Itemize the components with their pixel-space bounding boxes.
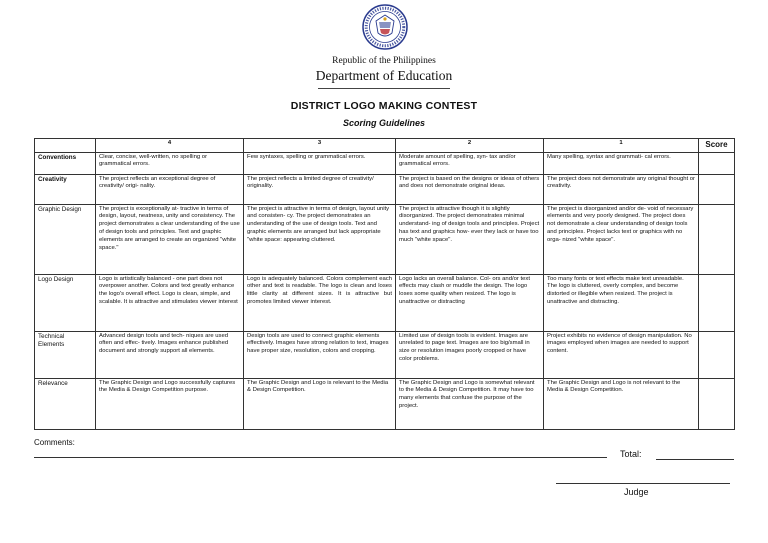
contest-title: DISTRICT LOGO MAKING CONTEST [290, 100, 478, 112]
score-cell-technical-elements[interactable] [699, 331, 735, 378]
judge-signature-line[interactable] [556, 483, 730, 484]
table-row-technical-elements [35, 331, 735, 378]
comments-label: Comments: [34, 438, 75, 447]
score-cell-creativity[interactable] [699, 174, 735, 204]
score-cell-conventions[interactable] [699, 152, 735, 174]
criterion-relevance: Relevance [35, 378, 96, 429]
score-cell-relevance[interactable] [699, 378, 735, 429]
cell-technical-elements-2: Limited use of design tools is evident. Images are unrelated to page text. Images are too big/small in size or resolution images poorly cropped or have color problems. [396, 331, 544, 378]
deped-seal-icon [362, 4, 408, 50]
republic-heading: Republic of the Philippines [332, 56, 436, 66]
column-header-1: 1 [544, 139, 699, 153]
column-header-2: 2 [396, 139, 544, 153]
table-row-logo-design [35, 274, 735, 331]
cell-technical-elements-1: Project exhibits no evidence of design manipulation. No images employed when images are needed to support content. [544, 331, 699, 378]
cell-graphic-design-4: The project is exceptionally at- tractive in terms of design, layout, neatness, unity and consistency. The project demonstrates a clear understanding of the use of design tools and principles. Text and graphic elements are arranged to create an organized "white space." [96, 204, 244, 274]
cell-conventions-1: Many spelling, syntax and grammati- cal errors. [544, 152, 699, 174]
table-row-graphic-design [35, 204, 735, 274]
criterion-conventions: Conventions [35, 152, 96, 174]
total-line[interactable] [656, 459, 734, 460]
column-header-criterion [35, 139, 96, 153]
column-header-4: 4 [96, 139, 244, 153]
cell-creativity-2: The project is based on the designs or ideas of others and does not demonstrate original ideas. [396, 174, 544, 204]
cell-technical-elements-4: Advanced design tools and tech- niques are used often and effec- tively. Images enhance published document and strongly support all elements. [96, 331, 244, 378]
header-divider [318, 88, 450, 89]
cell-logo-design-2: Logo lacks an overall balance. Col- ors and/or text effects may clash or muddle the design. The logo loses some quality when resized. The logo is unattractive or distracting [396, 274, 544, 331]
table-row-conventions [35, 152, 735, 174]
cell-logo-design-3: Logo is adequately balanced. Colors complement each other and text is readable. The logo is clean and loses little clarity at different sizes. It is attractive but promotes limited viewer interest. [244, 274, 396, 331]
cell-graphic-design-1: The project is disorganized and/or de- void of necessary elements and very poorly designed. The project does not demonstrate a clear understanding of design tools and principles. Project lacks text or graphics with no orga- nized "white space". [544, 204, 699, 274]
cell-logo-design-4: Logo is artistically balanced - one part does not overpower another. Colors and text greatly enhance the logo's overall effect. Logo is clean, simple, and scalable. It is attractive and stimulates viewer interest [96, 274, 244, 331]
table-header-row [35, 139, 735, 153]
cell-graphic-design-2: The project is attractive though it is slightly disorganized. The project demonstrates minimal understand- ing of design tools and principles. Project has text and graphics how- ever they lack or have too much "white space". [396, 204, 544, 274]
cell-conventions-2: Moderate amount of spelling, syn- tax and/or grammatical errors. [396, 152, 544, 174]
cell-creativity-1: The project does not demonstrate any original thought or creativity. [544, 174, 699, 204]
cell-relevance-4: The Graphic Design and Logo successfully captures the Media & Design Competition purpose. [96, 378, 244, 429]
criterion-graphic-design: Graphic Design [35, 204, 96, 274]
score-cell-logo-design[interactable] [699, 274, 735, 331]
comments-line[interactable] [34, 457, 607, 458]
cell-graphic-design-3: The project is attractive in terms of design, layout unity and consisten- cy. The project demonstrates an understanding of the use of design tools. Text and graphic elements are arranged but lack appropriate "white space: appearing cluttered. [244, 204, 396, 274]
cell-relevance-1: The Graphic Design and Logo is not relevant to the Media & Design Competition. [544, 378, 699, 429]
column-header-score: Score [699, 139, 735, 153]
department-heading: Department of Education [315, 68, 453, 83]
cell-creativity-3: The project reflects a limited degree of creativity/ originality. [244, 174, 396, 204]
scoring-guidelines-subtitle: Scoring Guidelines [342, 118, 425, 128]
criterion-logo-design: Logo Design [35, 274, 96, 331]
table-row-relevance [35, 378, 735, 429]
cell-conventions-4: Clear, concise, well-written, no spelling or grammatical errors. [96, 152, 244, 174]
scoring-rubric-table [34, 138, 735, 430]
criterion-creativity: Creativity [35, 174, 96, 204]
cell-relevance-2: The Graphic Design and Logo is somewhat relevant to the Media & Design Competition. It may have too many elements that confuse the purpose of the project. [396, 378, 544, 429]
column-header-3: 3 [244, 139, 396, 153]
cell-logo-design-1: Too many fonts or text effects make text unreadable. The logo is cluttered, overly complex, and become distorted or illegible when resized. The project is unattractive and distracting. [544, 274, 699, 331]
cell-conventions-3: Few syntaxes, spelling or grammatical errors. [244, 152, 396, 174]
cell-relevance-3: The Graphic Design and Logo is relevant to the Media & Design Competition. [244, 378, 396, 429]
total-label: Total: [620, 449, 642, 459]
criterion-technical-elements: Technical Elements [35, 331, 96, 378]
score-cell-graphic-design[interactable] [699, 204, 735, 274]
judge-label: Judge [624, 487, 649, 497]
table-row-creativity [35, 174, 735, 204]
cell-creativity-4: The project reflects an exceptional degree of creativity/ origi- nality. [96, 174, 244, 204]
cell-technical-elements-3: Design tools are used to connect graphic elements effectively. Images have strong relation to text, images have proper size, resolution, colors and cropping. [244, 331, 396, 378]
